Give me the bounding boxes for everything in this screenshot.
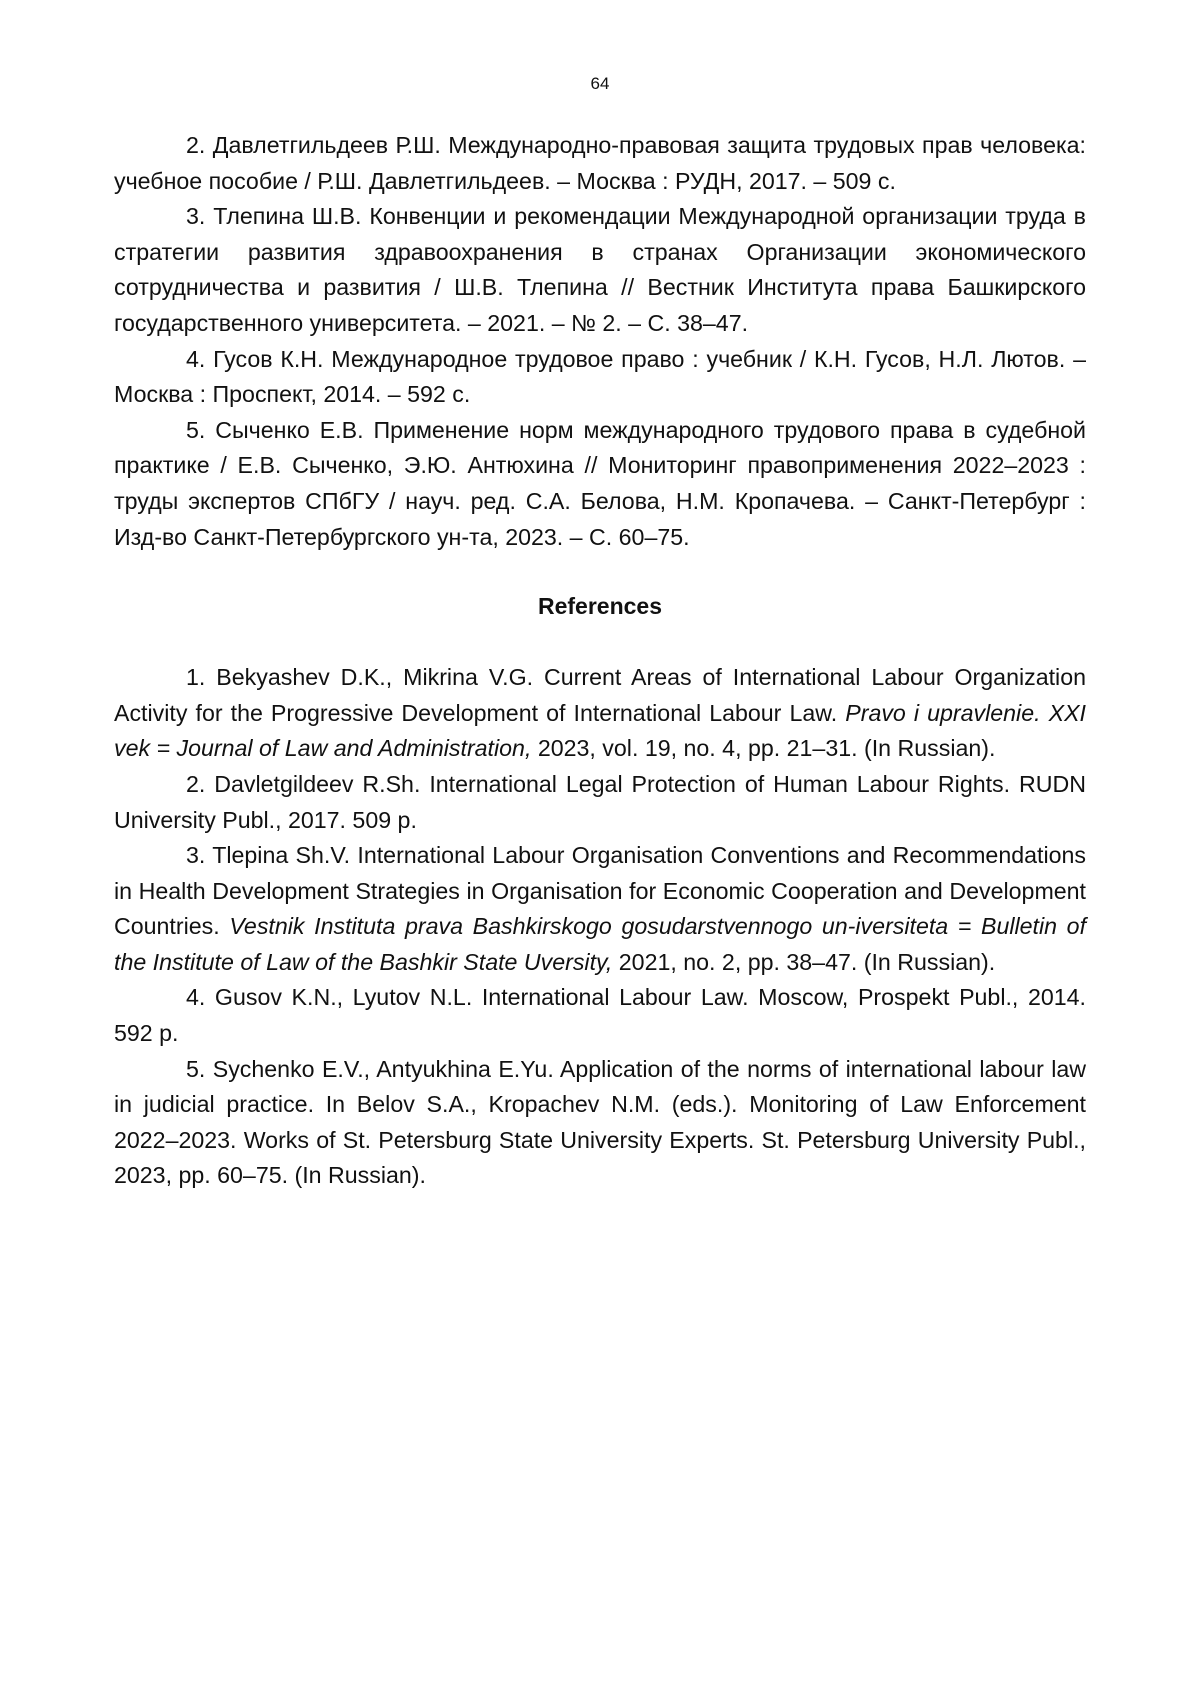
bibliography-entry-3: 3. Тлепина Ш.В. Конвенции и рекомендации Международной организации труда в стратегии развития здравоохранения в странах Организации экономического сотрудничества и развития / Ш.В. Тлепина // Вестник Института права Башкирского государственного университета. – 2021. – № 2. – С. 38–47.: [114, 203, 1086, 336]
reference-journal: Pravo i upravlenie. XXI vek = Journal of Law and Administration,: [114, 699, 1086, 762]
references-heading: References: [537, 593, 663, 620]
bibliography-entry-2: 2. Давлетгильдеев Р.Ш. Международно-правовая защита трудовых прав человека: учебное пособие / Р.Ш. Давлетгильдеев. – Москва : РУДН, 2017. – 509 с.: [114, 132, 1086, 194]
reference-entry-4: [114, 980, 1086, 1051]
references-list: [114, 660, 1086, 1194]
reference-text: 2. Davletgildeev R.Sh. International Legal Protection of Human Labour Rights. RUDN University Publ., 2017. 509 p.: [114, 770, 1086, 833]
page-content: [114, 128, 1086, 1194]
reference-text: 1. Bekyashev D.K., Mikrina V.G. Current Areas of International Labour Organization Activity for the Progressive Development of International Labour Law.: [114, 664, 1086, 726]
reference-text: 4. Gusov K.N., Lyutov N.L. International Labour Law. Moscow, Prospekt Publ., 2014. 592 p.: [114, 984, 1086, 1047]
reference-entry-3: [114, 838, 1086, 980]
page-number: 64: [590, 74, 610, 93]
reference-entry-2: [114, 767, 1086, 838]
russian-bibliography: [114, 128, 1086, 555]
reference-journal: Vestnik Instituta prava Bashkirskogo gosudarstvennogo un-iversiteta = Bulletin of the Institute of Law of the Bashkir State Uversity,: [114, 913, 1087, 975]
reference-text: 5. Sychenko E.V., Antyukhina E.Yu. Application of the norms of international labour law in judicial practice. In Belov S.A., Kropachev N.M. (eds.). Monitoring of Law Enforcement 2022–2023. Works of St. Petersburg State University Experts. St. Petersburg University Publ., 2023, pp. 60–75. (In Russian).: [114, 1055, 1086, 1189]
reference-text: 3. Tlepina Sh.V. International Labour Organisation Conventions and Recommendations in Health Development Strategies in Organisation for Economic Cooperation and Development Countries.: [114, 842, 1086, 940]
bibliography-entry-5: 5. Сыченко Е.В. Применение норм международного трудового права в судебной практике / Е.В. Сыченко, Э.Ю. Антюхина // Мониторинг правоприменения 2022–2023 : труды экспертов СПбГУ / науч. ред. С.А. Белова, Н.М. Кропачева. – Санкт-Петербург : Изд-во Санкт-Петербургского ун-та, 2023. – С. 60–75.: [114, 416, 1086, 550]
reference-entry-1: [114, 660, 1086, 767]
reference-entry-5: [114, 1052, 1086, 1194]
reference-details: 2023, vol. 19, no. 4, pp. 21–31. (In Russian).: [531, 735, 996, 762]
bibliography-entry-4: 4. Гусов К.Н. Международное трудовое право : учебник / К.Н. Гусов, Н.Л. Лютов. – Москва : Проспект, 2014. – 592 с.: [114, 345, 1086, 408]
reference-details: 2021, no. 2, pp. 38–47. (In Russian).: [612, 948, 996, 975]
